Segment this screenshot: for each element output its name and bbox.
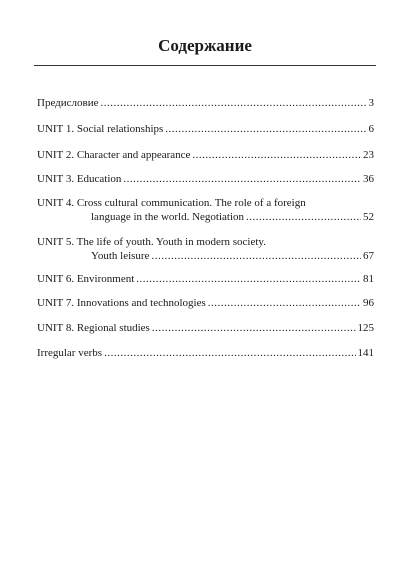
- toc-entry-label: UNIT 6. Environment: [37, 273, 135, 285]
- toc-entry-label: UNIT 7. Innovations and technologies: [37, 297, 206, 309]
- toc-entry-preface: [37, 96, 374, 110]
- toc-page-number: 36: [363, 173, 374, 185]
- toc-page-number: 67: [363, 250, 374, 262]
- toc-entry-label: UNIT 3. Education: [37, 173, 122, 185]
- toc-entry-label: UNIT 8. Regional studies: [37, 322, 150, 334]
- toc-leader-dots: [136, 272, 361, 286]
- toc-leader-dots: [192, 148, 361, 162]
- toc-entry-unit-2: [37, 148, 374, 162]
- toc-page-number: 96: [363, 297, 374, 309]
- toc-leader-dots: [246, 210, 361, 224]
- toc-leader-dots: [101, 96, 367, 110]
- toc-leader-dots: [152, 321, 356, 335]
- toc-entry-label: UNIT 2. Character and appearance: [37, 149, 191, 161]
- toc-leader-dots: [165, 122, 366, 136]
- toc-entry-label: Irregular verbs: [37, 347, 103, 359]
- toc-entry-unit-7: [37, 296, 374, 310]
- toc-page-number: 52: [363, 211, 374, 223]
- toc-entry-label-line2: Youth leisure: [91, 250, 150, 262]
- toc-page-number: 141: [357, 347, 374, 359]
- toc-entry-label-line2: language in the world. Negotiation: [91, 211, 245, 223]
- toc-entry-unit-6: [37, 272, 374, 286]
- toc-entry-unit-1: [37, 122, 374, 136]
- toc-entry-unit-3: [37, 172, 374, 186]
- toc-leader-dots: [123, 172, 361, 186]
- toc-page-number: 6: [368, 123, 374, 135]
- toc-entry-label-line1: UNIT 5. The life of youth. Youth in modern society.: [37, 236, 266, 248]
- toc-entry-label-line1: UNIT 4. Cross cultural communication. The role of a foreign: [37, 197, 306, 209]
- toc-leader-dots: [104, 346, 355, 360]
- page-title: Содержание: [158, 36, 252, 55]
- toc-entry-label: UNIT 1. Social relationships: [37, 123, 164, 135]
- toc-entry-label: Предисловие: [37, 97, 99, 109]
- toc-page-number: 125: [357, 322, 374, 334]
- toc-leader-dots: [151, 249, 361, 263]
- toc-page-number: 3: [368, 97, 374, 109]
- title-divider: [34, 65, 376, 66]
- toc-page-number: 23: [363, 149, 374, 161]
- toc-entry-unit-5: [37, 235, 374, 263]
- toc-entry-unit-8: [37, 321, 374, 335]
- toc-entry-irregular-verbs: [37, 346, 374, 360]
- toc-leader-dots: [208, 296, 361, 310]
- toc-page-number: 81: [363, 273, 374, 285]
- toc-entry-unit-4: [37, 196, 374, 224]
